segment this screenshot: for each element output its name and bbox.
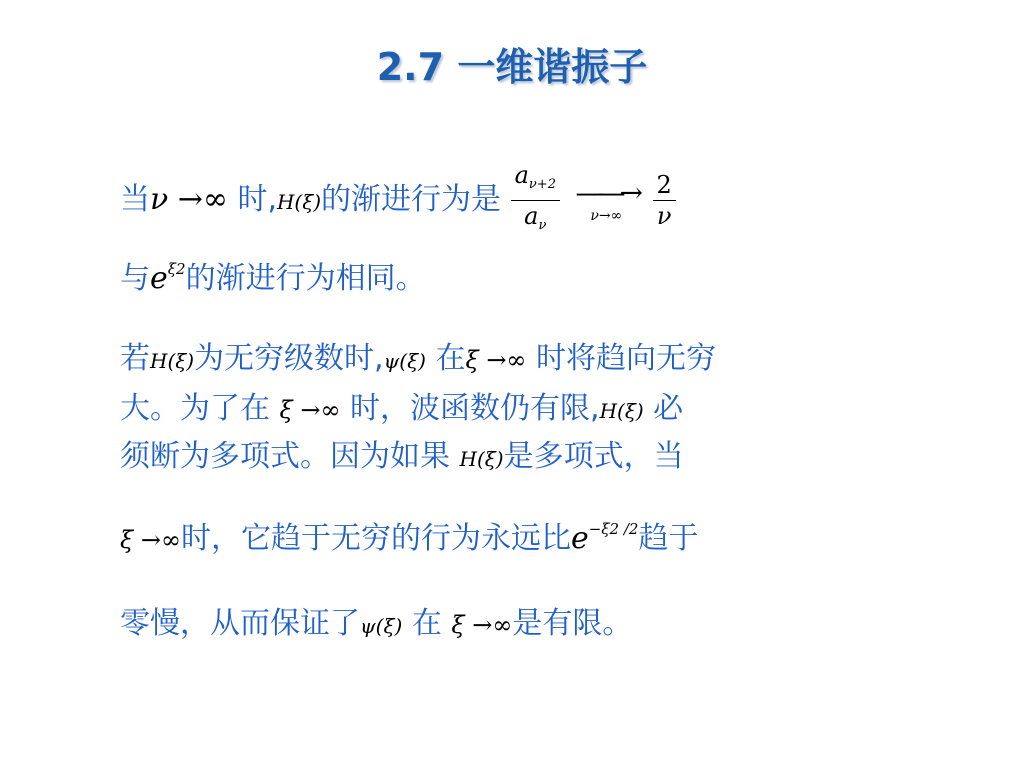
text-line-5 [120,438,684,478]
text-segment: 在 [402,606,452,641]
slide-title: 2.7 一维谐振子 [376,45,648,89]
frac-denominator: a [524,202,539,230]
frac2-numerator: 2 [653,170,676,201]
math-psi-xi: ψ(ξ) [360,614,403,638]
text-segment: 的渐进行为是 [321,182,502,217]
text-segment: 时将趋向无穷 [526,341,716,376]
frac-numerator-subscript: ν+2 [528,177,556,192]
long-right-arrow-icon: ——→ [575,175,637,209]
text-line-3 [120,340,716,380]
text-segment: 当 [120,182,150,217]
text-segment: 是多项式，当 [503,439,684,474]
math-psi-xi: ψ(ξ) [383,349,426,373]
text-segment: 趋于 [638,521,699,556]
math-H-xi: H(ξ) [150,349,195,373]
limit-condition: ν→∞ [590,207,623,224]
text-segment: 时，它趋于无穷的行为永远比 [180,521,571,556]
math-xi-to-infinity: ξ →∞ [451,611,513,639]
text-segment: 若 [120,341,150,376]
math-H-xi: H(ξ) [599,399,644,423]
text-segment: 须断为多项式。因为如果 [120,439,460,474]
frac-numerator: a [514,161,529,189]
math-H-xi: H(ξ) [276,190,322,214]
text-line-7 [120,605,632,645]
math-e: e [150,261,168,296]
text-segment: 是有限。 [512,606,633,641]
text-segment: 在 [425,341,466,376]
math-H-xi: H(ξ) [459,447,504,471]
math-xi-to-infinity: ξ →∞ [120,526,181,554]
text-segment: 与 [120,261,150,296]
text-segment: 为无穷级数时, [194,341,384,376]
math-exponent: −ξ2 /2 [588,520,639,538]
math-e: e [570,521,589,556]
math-nu-to-infinity: ν →∞ [150,182,228,217]
text-segment: 零慢，从而保证了 [120,606,360,641]
text-line-1 [120,160,676,241]
text-segment: 大。为了在 [120,391,280,426]
math-xi-to-infinity: ξ →∞ [465,346,527,374]
math-xi-to-infinity: ξ →∞ [279,396,341,424]
text-segment: 时，波函数仍有限, [340,391,600,426]
fraction-two-over-nu [653,170,676,231]
math-exponent: ξ2 [167,260,186,278]
frac-denominator-subscript: ν [538,218,547,233]
limit-arrow [575,175,637,224]
text-segment: 必 [643,391,684,426]
text-line-6 [120,510,698,559]
text-line-4 [120,390,683,430]
text-segment: 时, [227,182,277,217]
text-line-2 [120,250,426,298]
fraction-a-ratio [511,160,560,241]
frac2-denominator: ν [656,202,672,230]
text-segment: 的渐进行为相同。 [185,261,426,296]
